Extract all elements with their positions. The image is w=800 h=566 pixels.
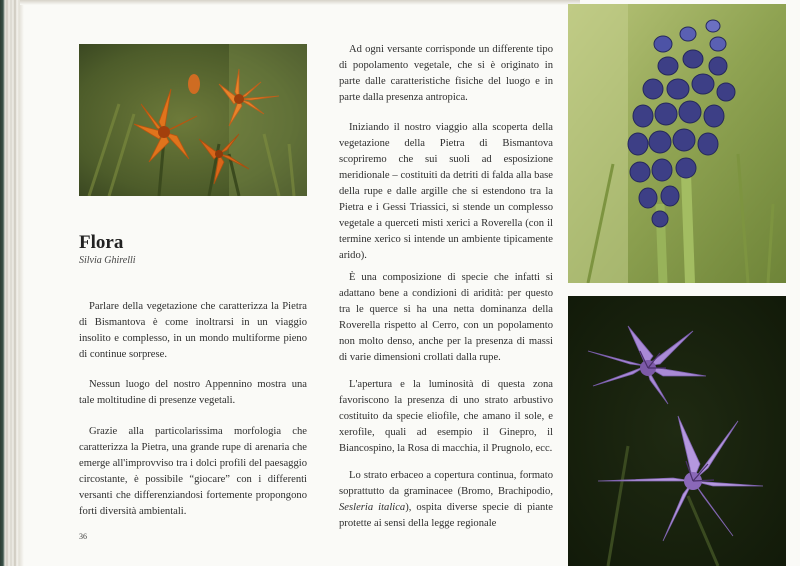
text-run: ), ospita diverse specie di piante protette ai sensi della legge regionale — [339, 502, 553, 529]
body-paragraph: Grazie alla particolarissima morfologia che caratterizza la Pietra, una grande rupe di arenaria che emerge all'improvviso tra i dolci profili del paesaggio circostante, è possibile “giocare” con i differenti versanti che differenziandosi fortemente propongono forti diversità ambientali. — [79, 426, 307, 517]
page-top-shadow — [20, 0, 580, 5]
orange-lily-photo — [79, 44, 307, 196]
section-title: Flora — [79, 232, 124, 253]
body-paragraph: Ad ogni versante corrisponde un differente tipo di popolamento vegetale, che si è originato in parte dalle caratteristiche fisiche del luogo e in parte dalla presenza antropica. — [339, 44, 553, 103]
grape-hyacinth-photo — [568, 4, 786, 283]
page-number: 36 — [79, 532, 87, 541]
body-paragraph: L'apertura e la luminosità di questa zona favoriscono la presenza di uno strato arbustivo costituito da specie eliofile, che amano il sole, e xerofile, quali ad esempio il Ginepro, il Biancospino, la Rosa di macchia, il Prugnolo, ecc. — [339, 379, 553, 454]
author-name: Silvia Ghirelli — [79, 255, 136, 266]
lilac-star-flower-photo — [568, 296, 786, 566]
text-run: Lo strato erbaceo a copertura continua, formato soprattutto da graminacee (Bromo, Brachipodio, — [339, 470, 553, 497]
body-paragraph: Iniziando il nostro viaggio alla scoperta della vegetazione della Pietra di Bismantova scopriremo che sui suoli ad esposizione meridionale – costituiti da detriti di falda alla base della rupe e dalle argille che si estendono tra la Pietra e i Gessi Triassici, si stende un complesso vegetale a querceti misti xerici a Roverella (con il termine xerico si intende un ambiente tipicamente arido). — [339, 122, 553, 261]
body-paragraph: Parlare della vegetazione che caratterizza la Pietra di Bismantova è come inoltrarsi in un viaggio insolito e complesso, in un mondo multiforme pieno di continue sorprese. — [79, 301, 307, 360]
body-paragraph — [339, 468, 553, 532]
book-binding-edge — [0, 0, 24, 566]
species-name-italic: Sesleria italica — [339, 502, 406, 513]
body-paragraph: Nessun luogo del nostro Appennino mostra una tale moltitudine di presenze vegetali. — [79, 379, 307, 406]
body-paragraph: È una composizione di specie che infatti si adattano bene a condizioni di aridità: per questo tra le querce si ha una netta dominanza della Roverella rispetto al Cerro, con un popolamento non molto denso, anche per la presenza di massi di varie dimensioni crollati dalla rupe. — [339, 272, 553, 363]
